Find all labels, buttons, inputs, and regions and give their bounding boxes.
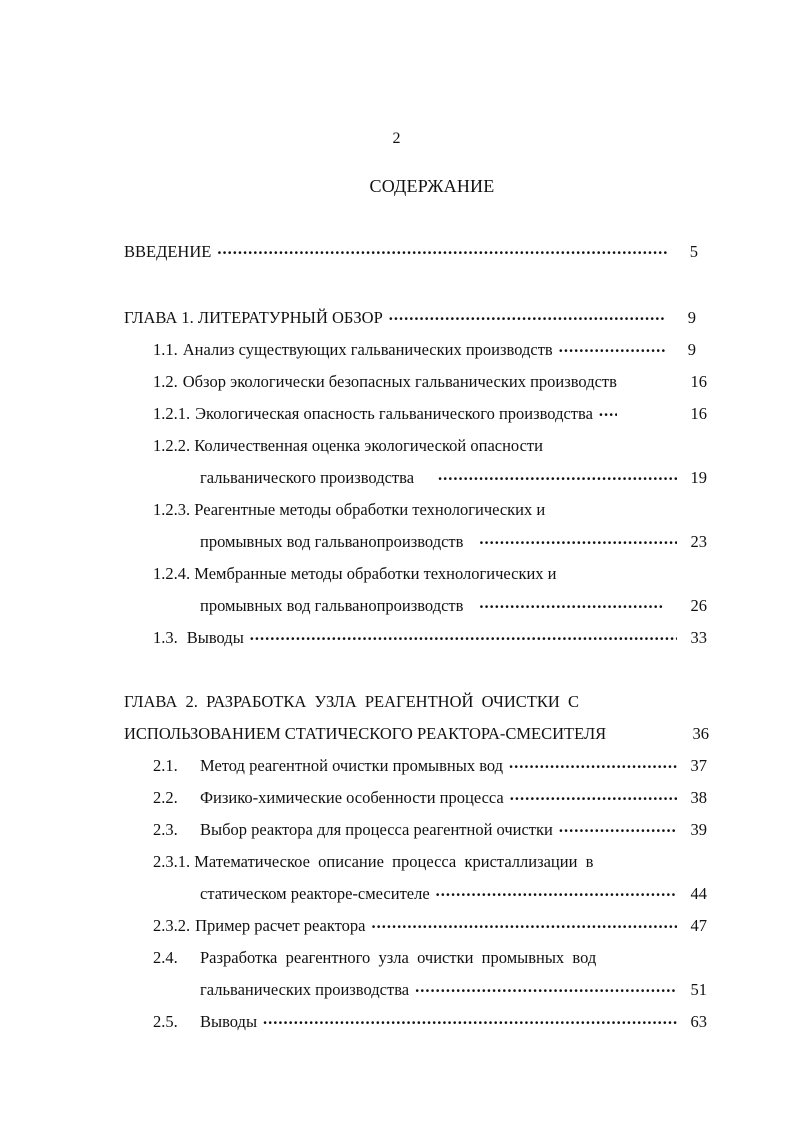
toc-entry-1-2-4-line1[interactable] bbox=[153, 564, 557, 586]
toc-entry-chapter-1[interactable] bbox=[124, 308, 696, 330]
toc-page-ref: 16 bbox=[690, 372, 707, 391]
toc-entry-text: Обзор экологически безопасных гальванических производств bbox=[182, 372, 617, 391]
toc-entry-number: 2.3.1. bbox=[153, 852, 191, 871]
toc-entry-text: Разработка реагентного узла очистки промывных вод bbox=[200, 948, 597, 967]
toc-entry-text: Физико-химические особенности процесса bbox=[200, 788, 504, 807]
toc-page-ref: 36 bbox=[692, 724, 709, 743]
toc-entry-chapter-2-line2[interactable] bbox=[124, 724, 709, 746]
toc-entry-2-2[interactable] bbox=[153, 788, 707, 810]
toc-entry-text: Анализ существующих гальванических производств bbox=[182, 340, 553, 359]
toc-entry-text: Количественная оценка экологической опасности bbox=[194, 436, 543, 455]
toc-title: СОДЕРЖАНИЕ bbox=[369, 176, 495, 196]
page-number: 2 bbox=[392, 130, 401, 147]
toc-page-ref: 9 bbox=[687, 340, 696, 359]
toc-entry-number: 2.5. bbox=[153, 1012, 178, 1031]
dot-leader bbox=[389, 309, 666, 323]
toc-entry-text: Математическое описание процесса кристаллизации в bbox=[194, 852, 594, 871]
toc-page-ref: 16 bbox=[690, 404, 707, 423]
toc-entry-text: Реагентные методы обработки технологических и bbox=[194, 500, 546, 519]
toc-entry-1-2-4-line2[interactable] bbox=[200, 596, 707, 618]
toc-entry-number: 1.3. bbox=[153, 628, 178, 647]
toc-entry-1-2[interactable] bbox=[153, 372, 707, 394]
dot-leader bbox=[438, 469, 677, 483]
toc-entry-2-4-line1[interactable] bbox=[153, 948, 596, 970]
toc-entry-text: статическом реакторе-смесителе bbox=[200, 884, 430, 903]
dot-leader bbox=[263, 1013, 677, 1027]
dot-leader bbox=[559, 821, 677, 835]
toc-page-ref: 39 bbox=[690, 820, 707, 839]
toc-entry-2-4-line2[interactable] bbox=[200, 980, 707, 1002]
toc-page-ref: 63 bbox=[690, 1012, 707, 1031]
dot-leader bbox=[250, 629, 677, 643]
dot-leader bbox=[479, 597, 663, 611]
dot-leader bbox=[479, 533, 677, 547]
toc-entry-2-3-1-line1[interactable] bbox=[153, 852, 593, 874]
toc-entry-text: ВВЕДЕНИЕ bbox=[124, 242, 212, 261]
toc-entry-text: Мембранные методы обработки технологических и bbox=[194, 564, 557, 583]
toc-entry-text: Экологическая опасность гальванического производства bbox=[195, 404, 593, 423]
dot-leader bbox=[415, 981, 677, 995]
toc-page-ref: 38 bbox=[690, 788, 707, 807]
toc-page-ref: 23 bbox=[690, 532, 707, 551]
toc-entry-text: Пример расчет реактора bbox=[195, 916, 366, 935]
dot-leader bbox=[436, 885, 677, 899]
toc-entry-1-1[interactable] bbox=[153, 340, 696, 362]
dot-leader bbox=[559, 341, 666, 355]
toc-entry-2-1[interactable] bbox=[153, 756, 707, 778]
dot-leader bbox=[372, 917, 678, 931]
toc-entry-2-3[interactable] bbox=[153, 820, 707, 842]
toc-page-ref: 19 bbox=[690, 468, 707, 487]
dot-leader bbox=[510, 789, 677, 803]
toc-page-ref: 33 bbox=[690, 628, 707, 647]
toc-entry-text: Метод реагентной очистки промывных вод bbox=[200, 756, 504, 775]
toc-entry-1-2-3-line2[interactable] bbox=[200, 532, 707, 554]
toc-page-ref: 5 bbox=[689, 242, 698, 261]
toc-entry-intro[interactable] bbox=[124, 242, 698, 264]
toc-page-ref: 44 bbox=[690, 884, 707, 903]
toc-entry-text: гальванических производства bbox=[200, 980, 410, 999]
dot-leader bbox=[599, 405, 617, 419]
dot-leader bbox=[217, 243, 668, 257]
toc-entry-1-3[interactable] bbox=[153, 628, 707, 650]
toc-entry-number: 2.3.2. bbox=[153, 916, 191, 935]
dot-leader bbox=[509, 757, 677, 771]
toc-entry-number: 2.3. bbox=[153, 820, 178, 839]
toc-entry-2-5[interactable] bbox=[153, 1012, 707, 1034]
toc-page-ref: 51 bbox=[690, 980, 707, 999]
toc-entry-number: 1.2.2. bbox=[153, 436, 191, 455]
toc-entry-text: ИСПОЛЬЗОВАНИЕМ СТАТИЧЕСКОГО РЕАКТОРА-СМЕСИТЕЛЯ bbox=[124, 724, 607, 743]
toc-entry-text: гальванического производства bbox=[200, 468, 415, 487]
toc-entry-text: промывных вод гальванопроизводств bbox=[200, 596, 464, 615]
toc-entry-text: Выводы bbox=[200, 1012, 258, 1031]
toc-entry-number: 1.2.4. bbox=[153, 564, 191, 583]
toc-entry-number: 1.2.1. bbox=[153, 404, 191, 423]
toc-entry-chapter-2-line1[interactable] bbox=[124, 692, 579, 714]
toc-entry-number: 1.1. bbox=[153, 340, 178, 359]
toc-entry-number: 1.2. bbox=[153, 372, 178, 391]
toc-entry-number: 2.4. bbox=[153, 948, 178, 967]
toc-entry-1-2-1[interactable] bbox=[153, 404, 707, 426]
toc-page-ref: 26 bbox=[690, 596, 707, 615]
toc-page-ref: 9 bbox=[687, 308, 696, 327]
toc-entry-1-2-3-line1[interactable] bbox=[153, 500, 545, 522]
toc-entry-text: Выбор реактора для процесса реагентной очистки bbox=[200, 820, 553, 839]
toc-entry-2-3-2[interactable] bbox=[153, 916, 707, 938]
toc-entry-text: ГЛАВА 2. РАЗРАБОТКА УЗЛА РЕАГЕНТНОЙ ОЧИСТКИ С bbox=[124, 692, 580, 711]
toc-page-ref: 47 bbox=[690, 916, 707, 935]
toc-entry-text: промывных вод гальванопроизводств bbox=[200, 532, 464, 551]
toc-entry-text: ГЛАВА 1. ЛИТЕРАТУРНЫЙ ОБЗОР bbox=[124, 308, 383, 327]
toc-entry-2-3-1-line2[interactable] bbox=[200, 884, 707, 906]
toc-entry-number: 2.1. bbox=[153, 756, 178, 775]
toc-entry-1-2-2-line1[interactable] bbox=[153, 436, 543, 458]
toc-entry-1-2-2-line2[interactable] bbox=[200, 468, 707, 490]
toc-page-ref: 37 bbox=[690, 756, 707, 775]
toc-entry-number: 2.2. bbox=[153, 788, 178, 807]
toc-entry-number: 1.2.3. bbox=[153, 500, 191, 519]
toc-entry-text: Выводы bbox=[186, 628, 244, 647]
